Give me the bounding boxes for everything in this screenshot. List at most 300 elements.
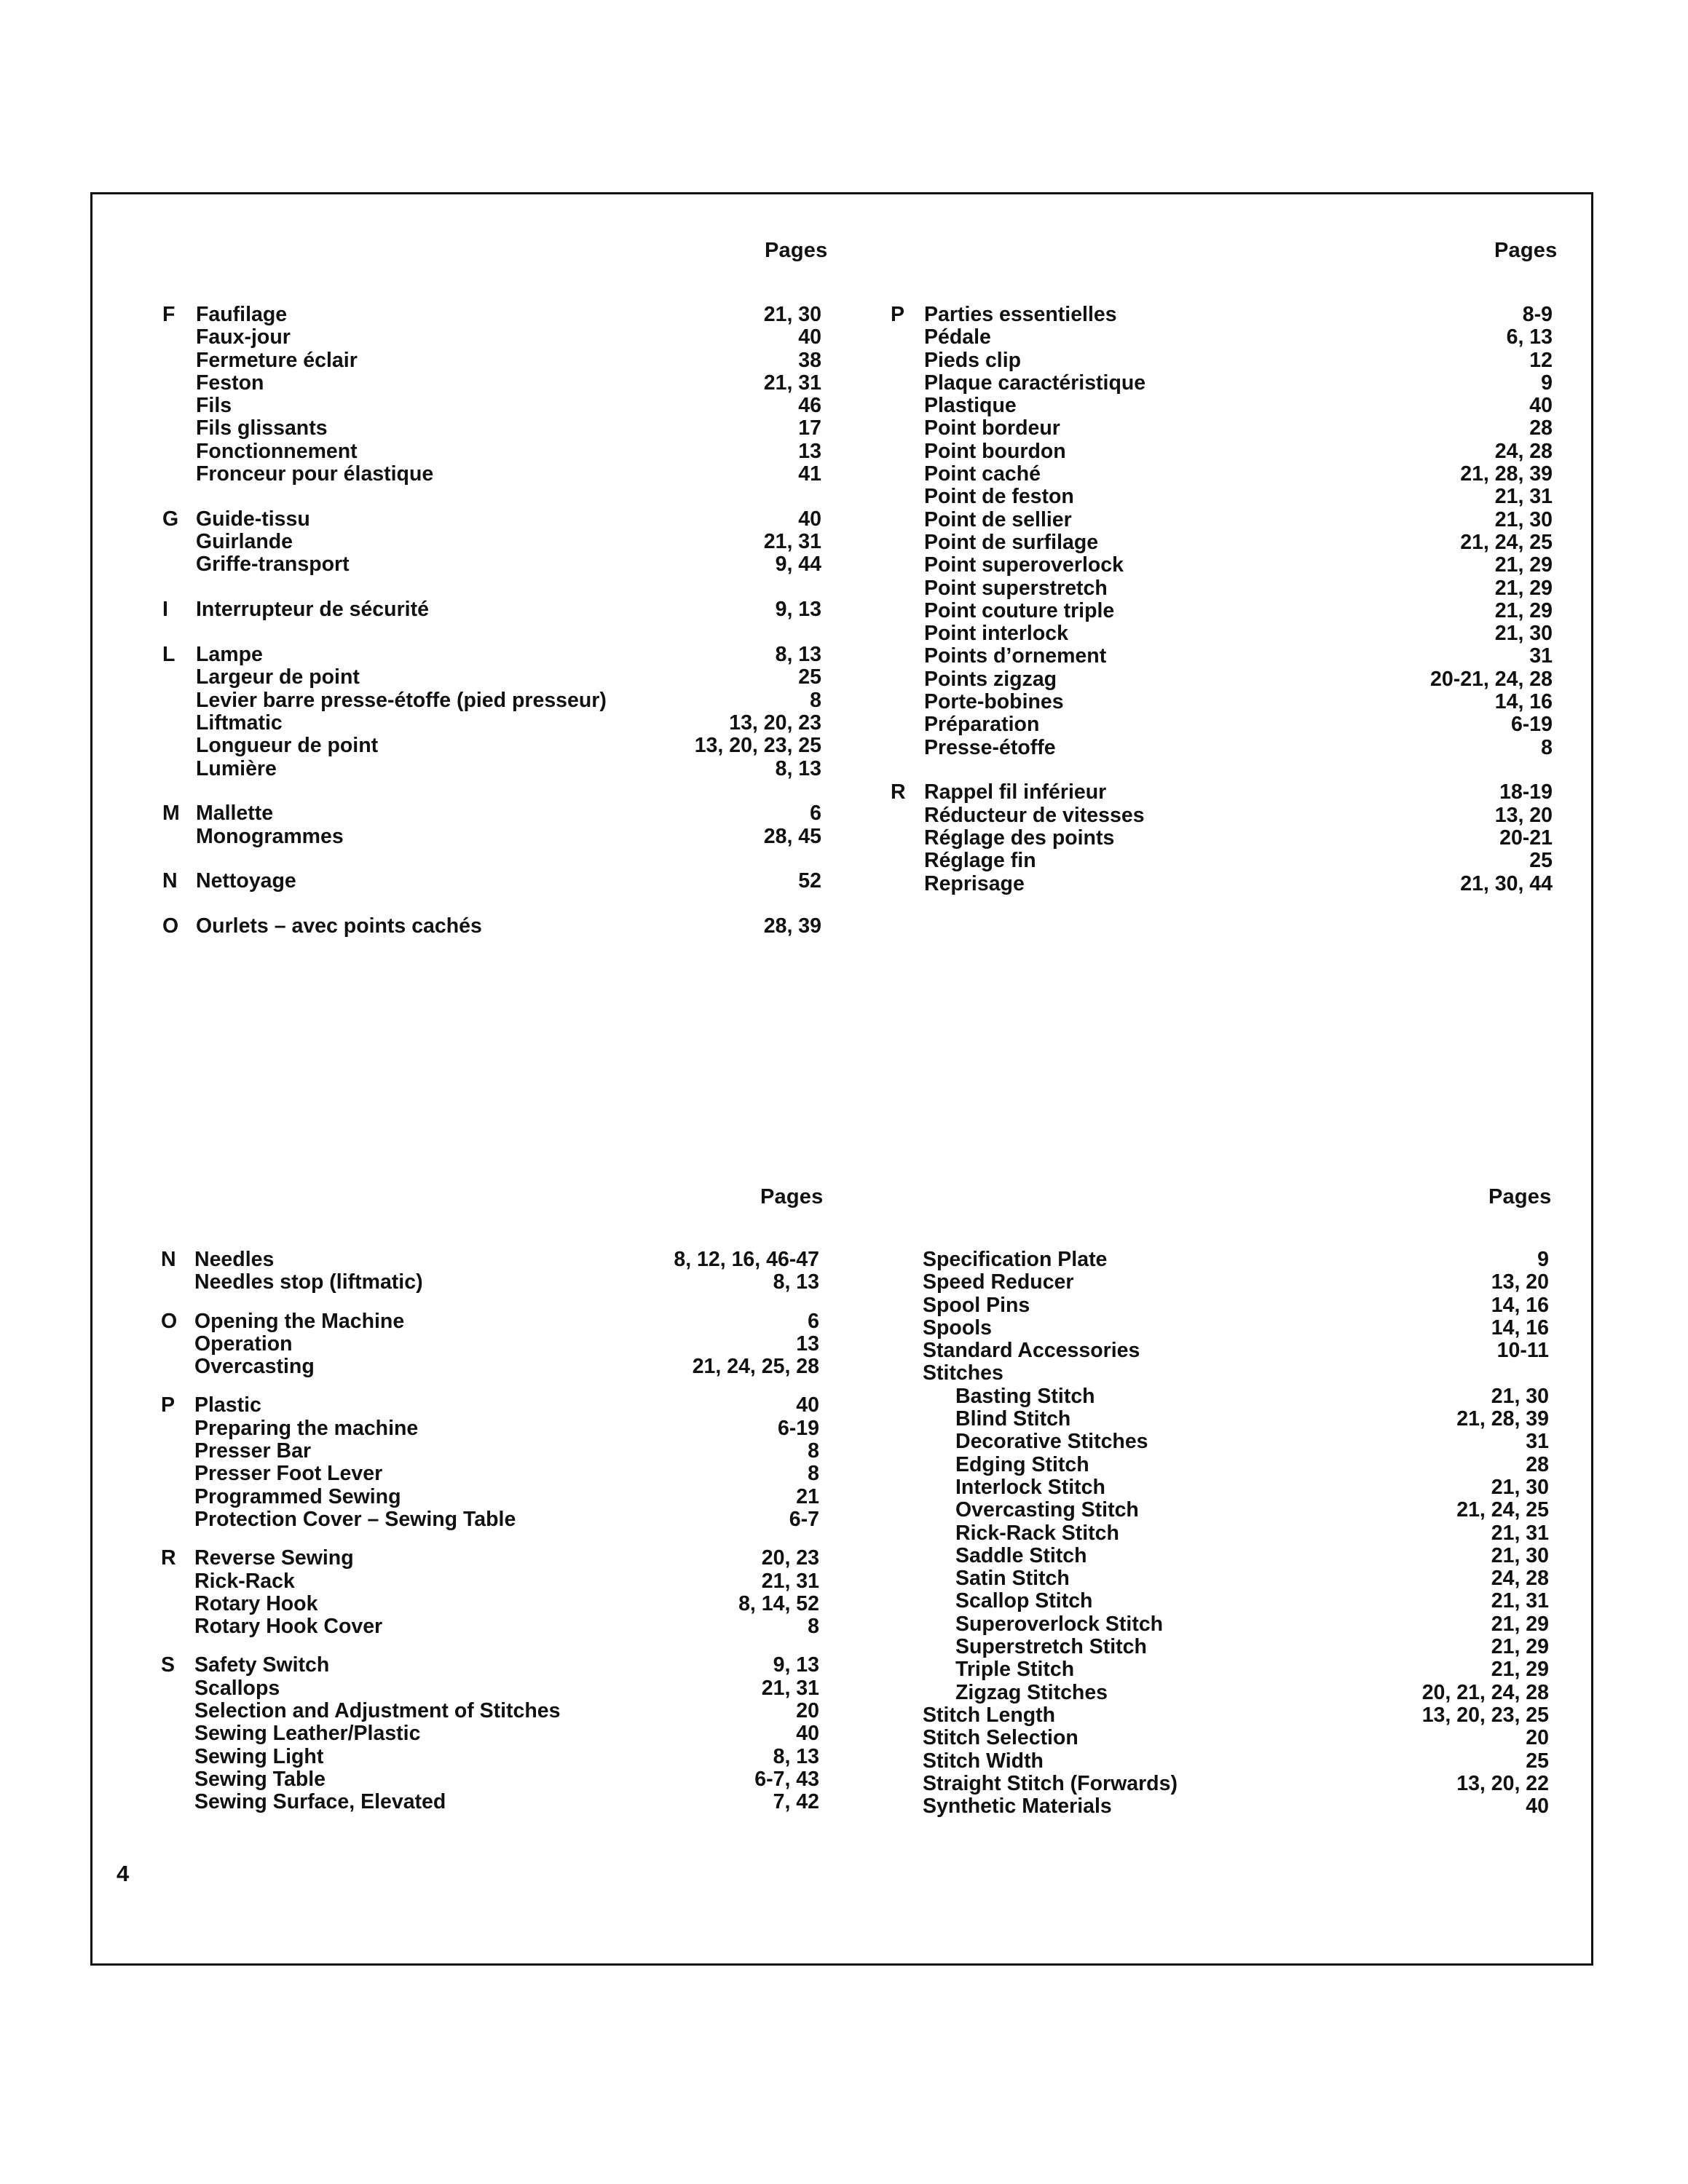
index-entry	[161, 1310, 819, 1333]
index-pages: 8	[808, 1462, 819, 1486]
index-pages: 52	[798, 869, 821, 893]
index-pages: 28, 39	[763, 914, 821, 938]
index-entry	[889, 1408, 1549, 1431]
index-pages: 31	[1529, 644, 1553, 668]
index-pages: 21, 30	[1491, 1384, 1549, 1408]
index-term: Superoverlock Stitch	[955, 1612, 1164, 1636]
index-term: Porte-bobines	[924, 690, 1064, 714]
index-pages: 21, 31	[763, 530, 821, 554]
index-entry	[161, 1746, 819, 1768]
index-pages: 21, 29	[1494, 598, 1553, 622]
index-entry	[891, 850, 1553, 872]
index-term: Interrupteur de sécurité	[196, 598, 429, 622]
index-term: Point superoverlock	[924, 553, 1124, 577]
index-pages: 8	[810, 688, 821, 712]
index-term: Guide-tissu	[196, 507, 310, 531]
index-entry	[162, 304, 821, 326]
english-index-left-column	[161, 1249, 819, 1814]
index-term: Opening the Machine	[194, 1309, 405, 1333]
index-entry	[889, 1522, 1549, 1545]
index-entry	[891, 713, 1553, 736]
index-term: Pédale	[924, 325, 991, 349]
index-pages: 20, 23	[761, 1546, 819, 1570]
index-entry	[161, 1333, 819, 1356]
index-group	[162, 598, 821, 621]
index-entry	[162, 644, 821, 666]
index-pages: 13, 20, 22	[1456, 1771, 1549, 1795]
index-entry	[891, 691, 1553, 713]
index-entry	[162, 915, 821, 938]
index-entry	[889, 1682, 1549, 1704]
index-term: Monogrammes	[196, 824, 344, 848]
index-pages: 13, 20, 23	[729, 711, 821, 735]
index-pages: 20	[1526, 1726, 1549, 1750]
index-entry	[889, 1385, 1549, 1408]
index-term: Decorative Stitches	[955, 1430, 1148, 1454]
index-term: Réducteur de vitesses	[924, 803, 1145, 827]
index-term: Presser Bar	[194, 1439, 312, 1463]
index-term: Programmed Sewing	[194, 1484, 401, 1508]
index-letter: G	[162, 507, 179, 531]
index-term: Protection Cover – Sewing Table	[194, 1507, 516, 1531]
index-pages: 6-7, 43	[754, 1767, 819, 1791]
index-entry	[161, 1722, 819, 1745]
index-entry	[891, 349, 1553, 372]
index-term: Plastic	[194, 1393, 261, 1417]
index-term: Standard Accessories	[923, 1339, 1140, 1363]
index-term: Presser Foot Lever	[194, 1462, 383, 1486]
index-pages: 8	[808, 1439, 819, 1463]
index-letter: R	[891, 780, 906, 804]
index-pages: 21, 31	[1491, 1521, 1549, 1545]
index-pages: 9	[1541, 371, 1553, 395]
index-entry	[889, 1727, 1549, 1749]
index-term: Sewing Leather/Plastic	[194, 1722, 421, 1746]
index-entry	[161, 1791, 819, 1813]
index-term: Réglage fin	[924, 849, 1036, 873]
index-pages: 46	[798, 394, 821, 418]
index-pages: 21	[796, 1484, 819, 1508]
index-pages: 8	[1541, 735, 1553, 759]
index-term: Stitches	[923, 1361, 1003, 1385]
index-entry	[889, 1249, 1549, 1271]
index-pages: 6, 13	[1506, 325, 1553, 349]
index-term: Réglage des points	[924, 826, 1115, 850]
index-pages: 9, 13	[773, 1653, 819, 1677]
index-term: Stitch Length	[923, 1703, 1056, 1727]
index-entry	[889, 1431, 1549, 1453]
index-entry	[891, 304, 1553, 326]
index-pages: 17	[798, 416, 821, 440]
index-entry	[891, 417, 1553, 440]
index-group	[162, 915, 821, 938]
index-letter: P	[161, 1393, 175, 1417]
index-term: Saddle Stitch	[955, 1543, 1087, 1567]
index-entry	[161, 1615, 819, 1638]
index-entry	[162, 712, 821, 735]
index-entry	[162, 666, 821, 689]
index-entry	[162, 598, 821, 621]
index-term: Zigzag Stitches	[955, 1680, 1108, 1704]
index-pages: 6	[808, 1309, 819, 1333]
index-term: Point de sellier	[924, 507, 1072, 531]
index-group	[161, 1654, 819, 1813]
index-pages: 14, 16	[1491, 1293, 1549, 1317]
index-entry	[889, 1294, 1549, 1317]
index-pages: 40	[796, 1393, 819, 1417]
index-term: Blind Stitch	[955, 1407, 1071, 1431]
index-term: Rotary Hook	[194, 1591, 318, 1615]
index-group	[161, 1547, 819, 1638]
index-pages: 9, 44	[775, 553, 821, 577]
index-term: Sewing Light	[194, 1744, 324, 1768]
index-entry	[891, 463, 1553, 486]
index-pages: 13, 20, 23, 25	[694, 734, 821, 758]
index-pages: 21, 31	[761, 1676, 819, 1700]
index-pages: 21, 30	[1494, 507, 1553, 531]
index-term: Point couture triple	[924, 598, 1115, 622]
index-term: Specification Plate	[923, 1248, 1108, 1271]
index-pages: 21, 29	[1491, 1612, 1549, 1636]
index-term: Guirlande	[196, 530, 293, 554]
index-entry	[161, 1570, 819, 1593]
index-pages: 21, 31	[1494, 485, 1553, 509]
index-pages: 20-21	[1499, 826, 1553, 850]
index-entry	[162, 417, 821, 440]
index-term: Point superstretch	[924, 576, 1108, 600]
index-entry	[889, 1704, 1549, 1727]
index-letter: O	[161, 1309, 178, 1333]
index-entry	[889, 1658, 1549, 1681]
index-entry	[891, 531, 1553, 554]
index-term: Lampe	[196, 643, 263, 667]
index-term: Scallops	[194, 1676, 280, 1700]
index-letter: P	[891, 303, 905, 326]
french-index-right-column	[891, 304, 1553, 895]
index-pages: 40	[798, 325, 821, 349]
index-term: Presse-étoffe	[924, 735, 1056, 759]
index-entry	[161, 1654, 819, 1677]
english-index-right-column	[889, 1249, 1549, 1818]
index-pages: 8	[808, 1615, 819, 1639]
index-entry	[889, 1340, 1549, 1362]
page-number: 4	[117, 1861, 130, 1886]
index-entry	[891, 554, 1553, 577]
index-term: Fermeture éclair	[196, 348, 358, 372]
index-entry	[891, 645, 1553, 668]
index-entry	[162, 372, 821, 395]
index-entry	[162, 758, 821, 780]
index-term: Levier barre presse-étoffe (pied presseur)	[196, 688, 607, 712]
index-term: Sewing Surface, Elevated	[194, 1790, 446, 1814]
index-pages: 6-19	[1510, 713, 1553, 737]
index-pages: 21, 29	[1494, 553, 1553, 577]
index-letter: F	[162, 303, 175, 326]
index-term: Rick-Rack Stitch	[955, 1521, 1119, 1545]
index-term: Faufilage	[196, 303, 288, 326]
index-entry	[161, 1249, 819, 1271]
index-entry	[161, 1768, 819, 1791]
index-entry	[162, 349, 821, 372]
index-entry	[162, 689, 821, 712]
index-entry	[161, 1417, 819, 1440]
index-entry	[891, 600, 1553, 622]
index-group	[162, 304, 821, 486]
index-pages: 38	[798, 348, 821, 372]
index-entry	[891, 509, 1553, 531]
index-pages: 24, 28	[1491, 1567, 1549, 1591]
index-entry	[891, 781, 1553, 804]
index-term: Pieds clip	[924, 348, 1022, 372]
index-term: Straight Stitch (Forwards)	[923, 1771, 1178, 1795]
pages-header-fr-left: Pages	[765, 239, 828, 262]
index-pages: 8, 14, 52	[738, 1591, 819, 1615]
index-pages: 13	[796, 1332, 819, 1356]
index-term: Liftmatic	[196, 711, 283, 735]
index-pages: 28, 45	[763, 824, 821, 848]
index-term: Point de feston	[924, 485, 1074, 509]
index-term: Lumière	[196, 756, 277, 780]
index-group	[161, 1394, 819, 1531]
index-pages: 13, 20, 23, 25	[1421, 1703, 1549, 1727]
index-pages: 7, 42	[773, 1790, 819, 1814]
index-entry	[161, 1463, 819, 1485]
index-term: Point caché	[924, 462, 1041, 486]
index-entry	[891, 668, 1553, 691]
index-pages: 20-21, 24, 28	[1430, 667, 1553, 691]
index-entry	[891, 827, 1553, 850]
index-entry	[162, 735, 821, 757]
index-entry	[162, 870, 821, 893]
index-entry	[162, 531, 821, 553]
index-entry	[889, 1590, 1549, 1613]
index-term: Overcasting	[194, 1355, 315, 1379]
index-term: Nettoyage	[196, 869, 296, 893]
index-entry	[162, 826, 821, 848]
index-term: Faux-jour	[196, 325, 291, 349]
index-pages: 21, 24, 25, 28	[692, 1355, 819, 1379]
index-entry	[891, 622, 1553, 645]
index-pages: 8-9	[1522, 303, 1553, 326]
index-pages: 18-19	[1499, 780, 1553, 804]
index-term: Stitch Width	[923, 1749, 1044, 1773]
index-term: Reverse Sewing	[194, 1546, 354, 1570]
index-entry	[891, 326, 1553, 349]
index-group	[162, 644, 821, 780]
index-letter: R	[161, 1546, 176, 1570]
index-pages: 6-19	[777, 1416, 819, 1440]
index-pages: 20, 21, 24, 28	[1421, 1680, 1549, 1704]
index-term: Rotary Hook Cover	[194, 1615, 383, 1639]
index-pages: 40	[798, 507, 821, 531]
index-pages: 21, 29	[1491, 1635, 1549, 1659]
index-entry	[162, 802, 821, 825]
index-pages: 20	[796, 1699, 819, 1723]
index-entry	[891, 395, 1553, 417]
index-pages: 25	[1526, 1749, 1549, 1773]
index-term: Synthetic Materials	[923, 1795, 1112, 1819]
index-pages: 28	[1529, 416, 1553, 440]
index-pages: 21, 31	[1491, 1589, 1549, 1613]
index-term: Préparation	[924, 713, 1040, 737]
index-term: Reprisage	[924, 871, 1025, 895]
index-pages: 21, 31	[763, 371, 821, 395]
index-group	[162, 870, 821, 893]
index-pages: 25	[798, 665, 821, 689]
index-term: Spool Pins	[923, 1293, 1030, 1317]
index-term: Edging Stitch	[955, 1452, 1089, 1476]
index-pages: 8, 13	[773, 1270, 819, 1294]
index-pages: 25	[1529, 849, 1553, 873]
index-group	[889, 1249, 1549, 1818]
index-term: Triple Stitch	[955, 1658, 1075, 1682]
index-term: Scallop Stitch	[955, 1589, 1093, 1613]
index-entry	[889, 1795, 1549, 1818]
index-term: Stitch Selection	[923, 1726, 1078, 1750]
index-pages: 21, 30	[1494, 622, 1553, 646]
index-term: Rappel fil inférieur	[924, 780, 1107, 804]
index-letter: S	[161, 1653, 175, 1677]
index-pages: 21, 29	[1491, 1658, 1549, 1682]
index-pages: 41	[798, 462, 821, 486]
index-pages: 13, 20	[1494, 803, 1553, 827]
index-pages: 10-11	[1496, 1339, 1549, 1363]
index-term: Fils	[196, 394, 232, 418]
index-term: Largeur de point	[196, 665, 360, 689]
pages-header-en-left: Pages	[760, 1185, 824, 1208]
index-pages: 21, 30	[763, 303, 821, 326]
index-entry	[889, 1317, 1549, 1340]
index-term: Point de surfilage	[924, 530, 1099, 554]
index-pages: 40	[796, 1722, 819, 1746]
index-term: Point bordeur	[924, 416, 1060, 440]
index-pages: 21, 28, 39	[1460, 462, 1553, 486]
index-pages: 8, 13	[773, 1744, 819, 1768]
index-entry	[161, 1677, 819, 1700]
index-entry	[889, 1613, 1549, 1636]
index-entry	[889, 1567, 1549, 1590]
index-pages: 40	[1529, 394, 1553, 418]
index-term: Spools	[923, 1315, 993, 1340]
index-entry	[162, 553, 821, 576]
index-group	[161, 1310, 819, 1379]
index-letter: N	[161, 1248, 176, 1271]
index-term: Point bourdon	[924, 439, 1066, 463]
index-pages: 21, 24, 25	[1460, 530, 1553, 554]
index-entry	[889, 1750, 1549, 1773]
index-entry	[889, 1362, 1549, 1385]
index-term: Griffe-transport	[196, 553, 350, 577]
index-entry	[161, 1547, 819, 1570]
index-entry	[891, 804, 1553, 827]
index-entry	[889, 1636, 1549, 1658]
index-letter: M	[162, 802, 180, 826]
index-entry	[889, 1773, 1549, 1795]
index-entry	[891, 486, 1553, 508]
index-pages: 8, 12, 16, 46-47	[674, 1248, 819, 1271]
index-entry	[889, 1476, 1549, 1499]
index-entry	[891, 440, 1553, 463]
index-term: Fils glissants	[196, 416, 328, 440]
index-entry	[161, 1700, 819, 1722]
pages-header-fr-right: Pages	[1494, 239, 1558, 262]
index-entry	[889, 1271, 1549, 1294]
index-entry	[161, 1271, 819, 1294]
index-letter: N	[162, 869, 178, 893]
pages-header-en-right: Pages	[1488, 1185, 1552, 1208]
index-term: Needles	[194, 1248, 275, 1271]
index-term: Parties essentielles	[924, 303, 1117, 326]
index-pages: 21, 30	[1491, 1543, 1549, 1567]
index-term: Fonctionnement	[196, 439, 358, 463]
index-entry	[889, 1545, 1549, 1567]
index-term: Mallette	[196, 802, 274, 826]
index-letter: L	[162, 643, 175, 667]
index-term: Interlock Stitch	[955, 1475, 1105, 1499]
index-pages: 8, 13	[775, 643, 821, 667]
index-term: Operation	[194, 1332, 293, 1356]
french-index-left-column	[162, 304, 821, 938]
index-letter: I	[162, 598, 168, 622]
index-term: Preparing the machine	[194, 1416, 419, 1440]
index-term: Rick-Rack	[194, 1569, 295, 1593]
index-pages: 21, 28, 39	[1456, 1407, 1549, 1431]
index-term: Points d’ornement	[924, 644, 1107, 668]
index-term: Longueur de point	[196, 734, 379, 758]
index-term: Ourlets – avec points cachés	[196, 914, 482, 938]
index-entry	[891, 737, 1553, 759]
index-term: Sewing Table	[194, 1767, 326, 1791]
index-pages: 6-7	[789, 1507, 819, 1531]
index-term: Fronceur pour élastique	[196, 462, 434, 486]
index-term: Speed Reducer	[923, 1270, 1074, 1294]
index-entry	[891, 372, 1553, 395]
index-term: Basting Stitch	[955, 1384, 1095, 1408]
index-pages: 9	[1537, 1248, 1549, 1271]
index-pages: 14, 16	[1491, 1315, 1549, 1340]
index-pages: 13, 20	[1491, 1270, 1549, 1294]
index-pages: 9, 13	[775, 598, 821, 622]
index-group	[162, 508, 821, 577]
index-entry	[162, 508, 821, 531]
index-group	[891, 304, 1553, 759]
index-entry	[161, 1394, 819, 1417]
index-entry	[161, 1486, 819, 1508]
index-entry	[891, 577, 1553, 600]
index-entry	[161, 1356, 819, 1378]
index-entry	[162, 463, 821, 486]
index-term: Selection and Adjustment of Stitches	[194, 1699, 561, 1723]
index-letter: O	[162, 914, 179, 938]
index-entry	[891, 873, 1553, 895]
index-term: Feston	[196, 371, 264, 395]
index-pages: 12	[1529, 348, 1553, 372]
index-term: Needles stop (liftmatic)	[194, 1270, 423, 1294]
index-pages: 13	[798, 439, 821, 463]
index-entry	[161, 1508, 819, 1531]
index-pages: 21, 30	[1491, 1475, 1549, 1499]
index-term: Overcasting Stitch	[955, 1498, 1139, 1522]
index-pages: 8, 13	[775, 756, 821, 780]
index-term: Plaque caractéristique	[924, 371, 1146, 395]
index-pages: 28	[1526, 1452, 1549, 1476]
index-pages: 6	[810, 802, 821, 826]
index-entry	[162, 395, 821, 417]
index-entry	[161, 1593, 819, 1615]
index-entry	[889, 1454, 1549, 1476]
index-term: Satin Stitch	[955, 1567, 1070, 1591]
index-term: Point interlock	[924, 622, 1068, 646]
